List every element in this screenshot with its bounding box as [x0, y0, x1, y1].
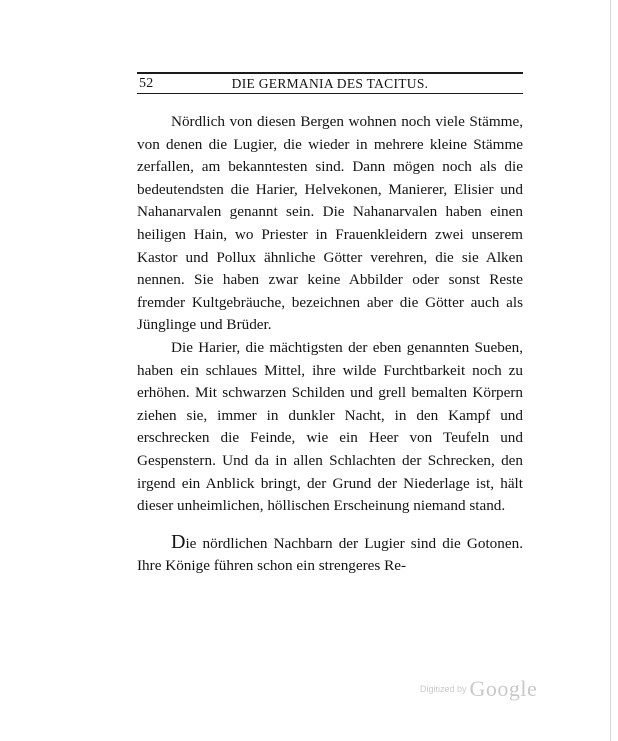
paragraph-1 [137, 111, 523, 337]
google-watermark [420, 676, 537, 702]
body-text [137, 111, 523, 578]
paragraph-3-text: ie nördlichen Nachbarn der Lugier sind die Gotonen. Ihre Könige führen schon ein strengeres Re- [137, 534, 523, 575]
paragraph-2-text: Die Harier, die mächtigsten der eben genannten Sueben, haben ein schlaues Mittel, ihre wilde Furchtbarkeit noch zu erhöhen. Mit schwarzen Schilden und grell bemalten Körpern ziehen sie, immer in dunkler Nacht, in den Kampf und erschrecken die Feinde, wie ein Heer von Teufeln und Gespenstern. Und da in allen Schlachten der Schrecken, den irgend ein Anblick bringt, der Grund der Niederlage ist, hält dieser unheimlichen, höllischen Erscheinung niemand stand. [137, 338, 523, 515]
page-edge-right [610, 0, 611, 741]
paragraph-3 [137, 532, 523, 578]
watermark-digitized-by: Digitized by [420, 684, 467, 694]
paragraph-3-initial: D [171, 530, 186, 553]
running-header [137, 72, 523, 94]
running-title: DIE GERMANIA DES TACITUS. [231, 76, 429, 91]
page-number: 52 [139, 76, 154, 91]
paragraph-1-text: Nördlich von diesen Bergen wohnen noch viele Stämme, von denen die Lugier, die wieder in mehrere kleine Stämme zerfallen, am bekanntesten sind. Dann mögen noch als die bedeutendsten die Harier, Helvekonen, Manierer, Elisier und Nahanarvalen genannt sein. Die Nahanarvalen haben einen heiligen Hain, wo Priester in Frauenkleidern zwei unserem Kastor und Pollux ähnliche Götter verehren, die sie Alken nennen. Sie haben zwar keine Abbilder oder sonst Reste fremder Kultgebräuche, bezeichnen aber die Götter auch als Jünglinge und Brüder. [137, 113, 523, 334]
google-logo: Google [469, 676, 538, 701]
paragraph-2 [137, 337, 523, 518]
